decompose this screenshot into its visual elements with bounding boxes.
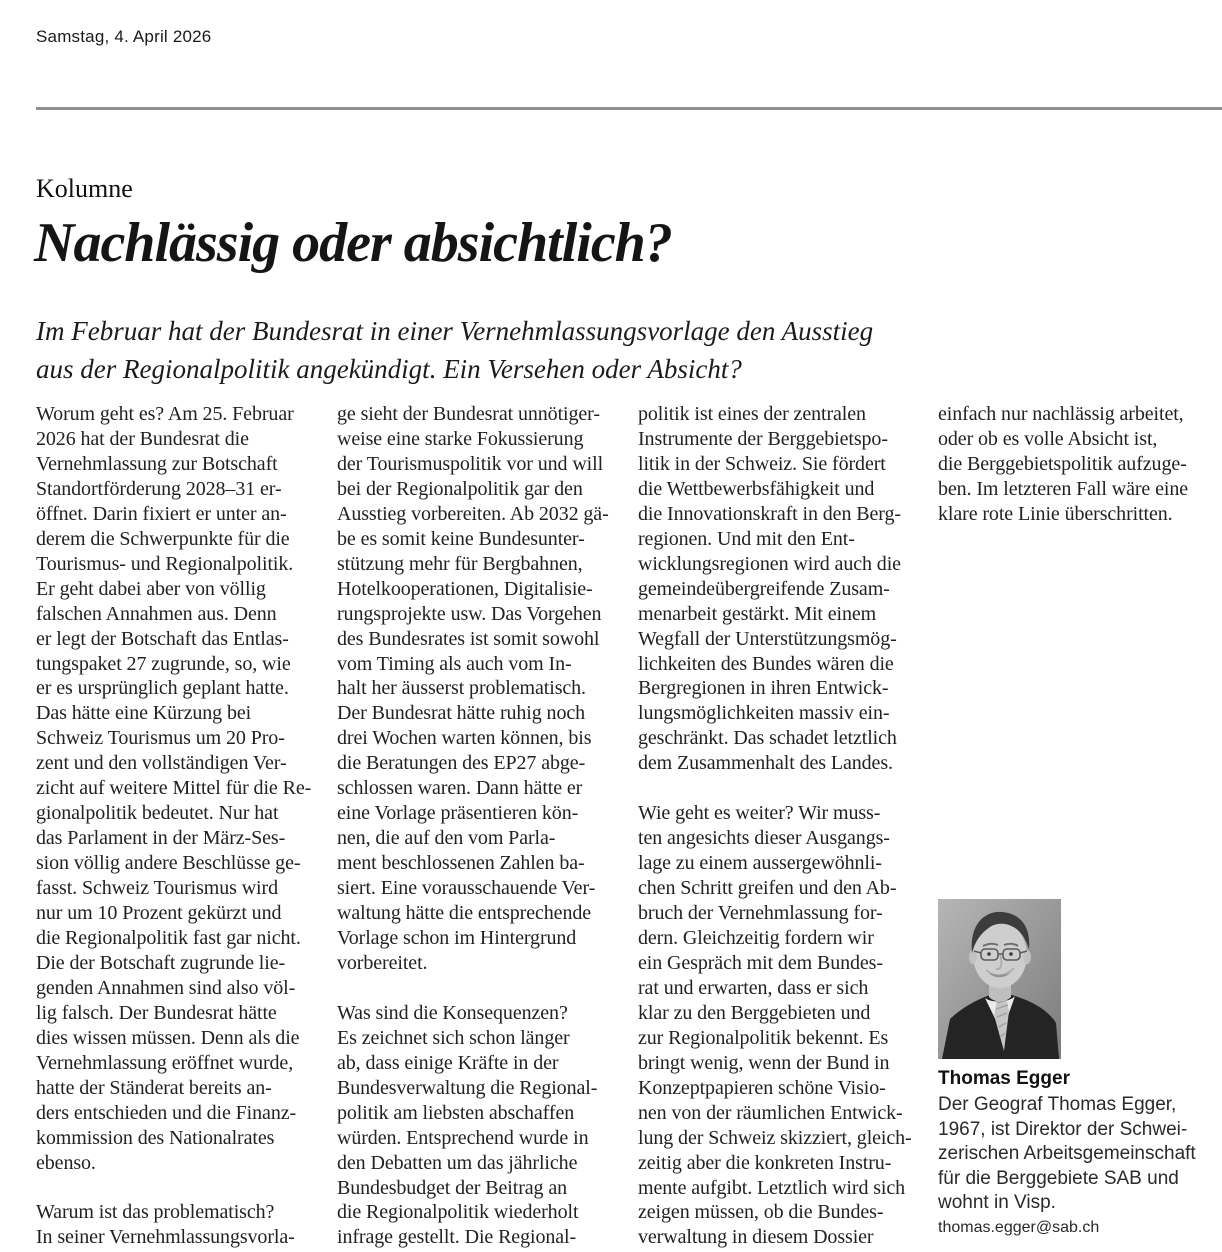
body-text-line: siert. Eine vorausschauende Ver- <box>337 877 596 900</box>
body-text-line: gemeindeübergreifende Zusam- <box>638 577 890 600</box>
body-text-line: Ausstieg vorbereiten. Ab 2032 gä- <box>337 502 609 525</box>
body-text-line: be es somit keine Bundesunter- <box>337 527 585 550</box>
body-text-line: des Bundesrates ist somit sowohl <box>337 627 600 650</box>
body-text-line: Worum geht es? Am 25. Februar <box>36 403 294 425</box>
body-text-line: mente aufgibt. Letztlich wird sich <box>638 1176 906 1199</box>
body-text-line: vom Timing als auch vom In- <box>337 652 572 675</box>
body-text-line: lichkeiten des Bundes wären die <box>638 652 894 675</box>
body-text-line: tungspaket 27 zugrunde, so, wie <box>36 652 291 675</box>
body-text-line: politik ist eines der zentralen <box>638 403 866 425</box>
body-text-line: verwaltung in diesem Dossier <box>638 1226 874 1249</box>
body-text-line: die Regionalpolitik wiederholt <box>337 1201 579 1224</box>
body-column-2 <box>337 402 609 1250</box>
body-text-line <box>638 776 912 801</box>
body-text-line: Bundesbudget der Beitrag an <box>337 1176 568 1199</box>
author-bio <box>938 1093 1210 1216</box>
body-text-line: zicht auf weitere Mittel für die Re- <box>36 777 312 800</box>
body-text-line: nur um 10 Prozent gekürzt und <box>36 902 282 925</box>
body-text-line: kommission des Nationalrates <box>36 1126 275 1149</box>
body-text-line: derem die Schwerpunkte für die <box>36 527 290 550</box>
author-bio-line: für die Berggebiete SAB und <box>938 1167 1179 1189</box>
body-text-line: ab, dass einige Kräfte in der <box>337 1051 559 1074</box>
body-text-line: drei Wochen warten können, bis <box>337 727 592 750</box>
body-text-line: regionen. Und mit den Ent- <box>638 527 855 550</box>
subtitle-line-1: Im Februar hat der Bundesrat in einer Vernehmlassungsvorlage den Ausstieg <box>36 316 874 346</box>
body-text-line: dem Zusammenhalt des Landes. <box>638 752 893 775</box>
body-text-line: die Berggebietspolitik aufzuge- <box>938 452 1187 475</box>
body-text-line: die Innovationskraft in den Berg- <box>638 502 901 525</box>
body-text-line: wicklungsregionen wird auch die <box>638 552 901 575</box>
body-text-line: falschen Annahmen aus. Denn <box>36 602 277 625</box>
body-text-line: Schweiz Tourismus um 20 Pro- <box>36 727 285 750</box>
body-text-line: halt her äusserst problematisch. <box>337 677 586 700</box>
body-text-line: er legt der Botschaft das Entlas- <box>36 627 289 650</box>
body-text-line: bei der Regionalpolitik gar den <box>337 477 583 500</box>
body-text-line: nen von der räumlichen Entwick- <box>638 1101 903 1124</box>
body-text-line: die Regionalpolitik fast gar nicht. <box>36 927 301 950</box>
body-text-line: fasst. Schweiz Tourismus wird <box>36 877 278 900</box>
author-photo <box>938 899 1061 1059</box>
body-text-line: einfach nur nachlässig arbeitet, <box>938 403 1184 425</box>
body-text-line: In seiner Vernehmlassungsvorla- <box>36 1226 295 1249</box>
body-text-line: bringt wenig, wenn der Bund in <box>638 1051 890 1074</box>
body-text-line: politik am liebsten abschaffen <box>337 1101 575 1124</box>
body-text-line: klar zu den Berggebieten und <box>638 1001 871 1024</box>
body-text-line: der Tourismuspolitik vor und will <box>337 452 604 475</box>
body-text-line: Instrumente der Berggebietspo- <box>638 427 888 450</box>
body-text-line: zeitig aber die konkreten Instru- <box>638 1151 892 1174</box>
body-text-line: Er geht dabei aber von völlig <box>36 577 266 600</box>
body-text-line: Bundesverwaltung die Regional- <box>337 1076 598 1099</box>
body-text-line: genden Annahmen sind also völ- <box>36 976 296 999</box>
body-text-line: Es zeichnet sich schon länger <box>337 1026 570 1049</box>
body-text-line: rat und erwarten, dass er sich <box>638 976 869 999</box>
body-text-line: hatte der Ständerat bereits an- <box>36 1076 272 1099</box>
author-bio-line: Der Geograf Thomas Egger, <box>938 1094 1177 1115</box>
body-text-line: ment beschlossenen Zahlen ba- <box>337 852 585 875</box>
body-text-line: lungsmöglichkeiten massiv ein- <box>638 702 890 725</box>
body-text-line: oder ob es volle Absicht ist, <box>938 427 1158 450</box>
body-text-line: bruch der Vernehmlassung for- <box>638 902 883 925</box>
body-text-line: ben. Im letzteren Fall wäre eine <box>938 477 1189 500</box>
body-text-line <box>337 976 609 1001</box>
body-text-line: öffnet. Darin fixiert er unter an- <box>36 502 287 525</box>
body-text-line: das Parlament in der März-Ses- <box>36 827 286 850</box>
body-text-line: Was sind die Konsequenzen? <box>337 1001 568 1024</box>
body-text-line: die Wettbewerbsfähigkeit und <box>638 477 875 500</box>
article-title: Nachlässig oder absichtlich? <box>34 212 672 274</box>
body-text-line: Standortförderung 2028–31 er- <box>36 477 282 500</box>
subtitle-line-2: aus der Regionalpolitik angekündigt. Ein Versehen oder Absicht? <box>36 354 742 384</box>
body-text-line: Konzeptpapieren schöne Visio- <box>638 1076 886 1099</box>
body-text-line: ders entschieden und die Finanz- <box>36 1101 297 1124</box>
body-text-line: zeigen müssen, ob die Bundes- <box>638 1201 884 1224</box>
body-text-line: vorbereitet. <box>337 951 428 974</box>
body-text-line: Wie geht es weiter? Wir muss- <box>638 802 881 825</box>
author-bio-line: wohnt in Visp. <box>938 1192 1056 1213</box>
body-text-line: Vernehmlassung eröffnet wurde, <box>36 1051 294 1074</box>
body-text-line: weise eine starke Fokussierung <box>337 427 584 450</box>
body-text-line: menarbeit gestärkt. Mit einem <box>638 602 877 625</box>
body-column-3 <box>638 402 912 1250</box>
body-text-line: 2026 hat der Bundesrat die <box>36 427 249 450</box>
body-text-line: ten angesichts dieser Ausgangs- <box>638 827 890 850</box>
body-text-line: infrage gestellt. Die Regional- <box>337 1226 577 1249</box>
body-text-line: würden. Entsprechend wurde in <box>337 1126 589 1149</box>
body-text-line: geschränkt. Das schadet letztlich <box>638 727 897 750</box>
body-text-line: Warum ist das problematisch? <box>36 1201 275 1224</box>
body-text-line: lage zu einem aussergewöhnli- <box>638 852 882 875</box>
body-text-line: dies wissen müssen. Denn als die <box>36 1026 300 1049</box>
body-text-line: Bergregionen in ihren Entwick- <box>638 677 889 700</box>
body-text-line: rungsprojekte usw. Das Vorgehen <box>337 602 602 625</box>
body-text-line: ebenso. <box>36 1151 96 1174</box>
body-text-line: den Debatten um das jährliche <box>337 1151 578 1174</box>
body-text-line: waltung hätte die entsprechende <box>337 902 592 925</box>
article-subtitle <box>36 312 873 388</box>
body-text-line: er es ursprünglich geplant hatte. <box>36 677 289 700</box>
body-text-line: Die der Botschaft zugrunde lie- <box>36 951 286 974</box>
body-text-line: chen Schritt greifen und den Ab- <box>638 877 897 900</box>
body-text-line: Vorlage schon im Hintergrund <box>337 927 577 950</box>
body-text-line: lig falsch. Der Bundesrat hätte <box>36 1001 277 1024</box>
divider-rule <box>36 107 1222 110</box>
author-name: Thomas Egger <box>938 1068 1070 1089</box>
body-text-line: stützung mehr für Bergbahnen, <box>337 552 583 575</box>
body-text-line: die Beratungen des EP27 abge- <box>337 752 586 775</box>
body-text-line: Vernehmlassung zur Botschaft <box>36 452 278 475</box>
body-text-line: Hotelkooperationen, Digitalisie- <box>337 577 593 600</box>
body-text-line: zur Regionalpolitik bekennt. Es <box>638 1026 889 1049</box>
article-kicker: Kolumne <box>36 174 133 203</box>
author-bio-line: zerischen Arbeitsgemeinschaft <box>938 1143 1196 1164</box>
body-text-line: nen, die auf den vom Parla- <box>337 827 556 850</box>
body-column-1 <box>36 402 311 1250</box>
body-text-line: Tourismus- und Regionalpolitik. <box>36 552 294 575</box>
body-text-line: ge sieht der Bundesrat unnötiger- <box>337 403 600 425</box>
body-text-line: ein Gespräch mit dem Bundes- <box>638 951 883 974</box>
body-text-line: Der Bundesrat hätte ruhig noch <box>337 702 586 725</box>
body-text-line: sion völlig andere Beschlüsse ge- <box>36 852 301 875</box>
body-text-line: gionalpolitik bedeutet. Nur hat <box>36 802 279 825</box>
masthead-date: Samstag, 4. April 2026 <box>36 27 212 46</box>
author-email-link[interactable]: thomas.egger@sab.ch <box>938 1218 1100 1236</box>
body-text-line: lung der Schweiz skizziert, gleich- <box>638 1126 912 1149</box>
body-text-line: litik in der Schweiz. Sie fördert <box>638 452 886 475</box>
author-bio-line: 1967, ist Direktor der Schwei- <box>938 1118 1188 1140</box>
body-text-line: Wegfall der Unterstützungsmög- <box>638 627 897 650</box>
body-text-line <box>36 1176 311 1201</box>
author-card <box>938 899 1210 1237</box>
body-text-line: dern. Gleichzeitig fordern wir <box>638 927 874 949</box>
body-text-line: Das hätte eine Kürzung bei <box>36 702 252 725</box>
body-column-4 <box>938 402 1188 527</box>
body-text-line: klare rote Linie überschritten. <box>938 502 1173 525</box>
body-text-line: schlossen waren. Dann hätte er <box>337 777 583 800</box>
body-text-line: eine Vorlage präsentieren kön- <box>337 802 579 825</box>
body-text-line: zent und den vollständigen Ver- <box>36 752 287 775</box>
